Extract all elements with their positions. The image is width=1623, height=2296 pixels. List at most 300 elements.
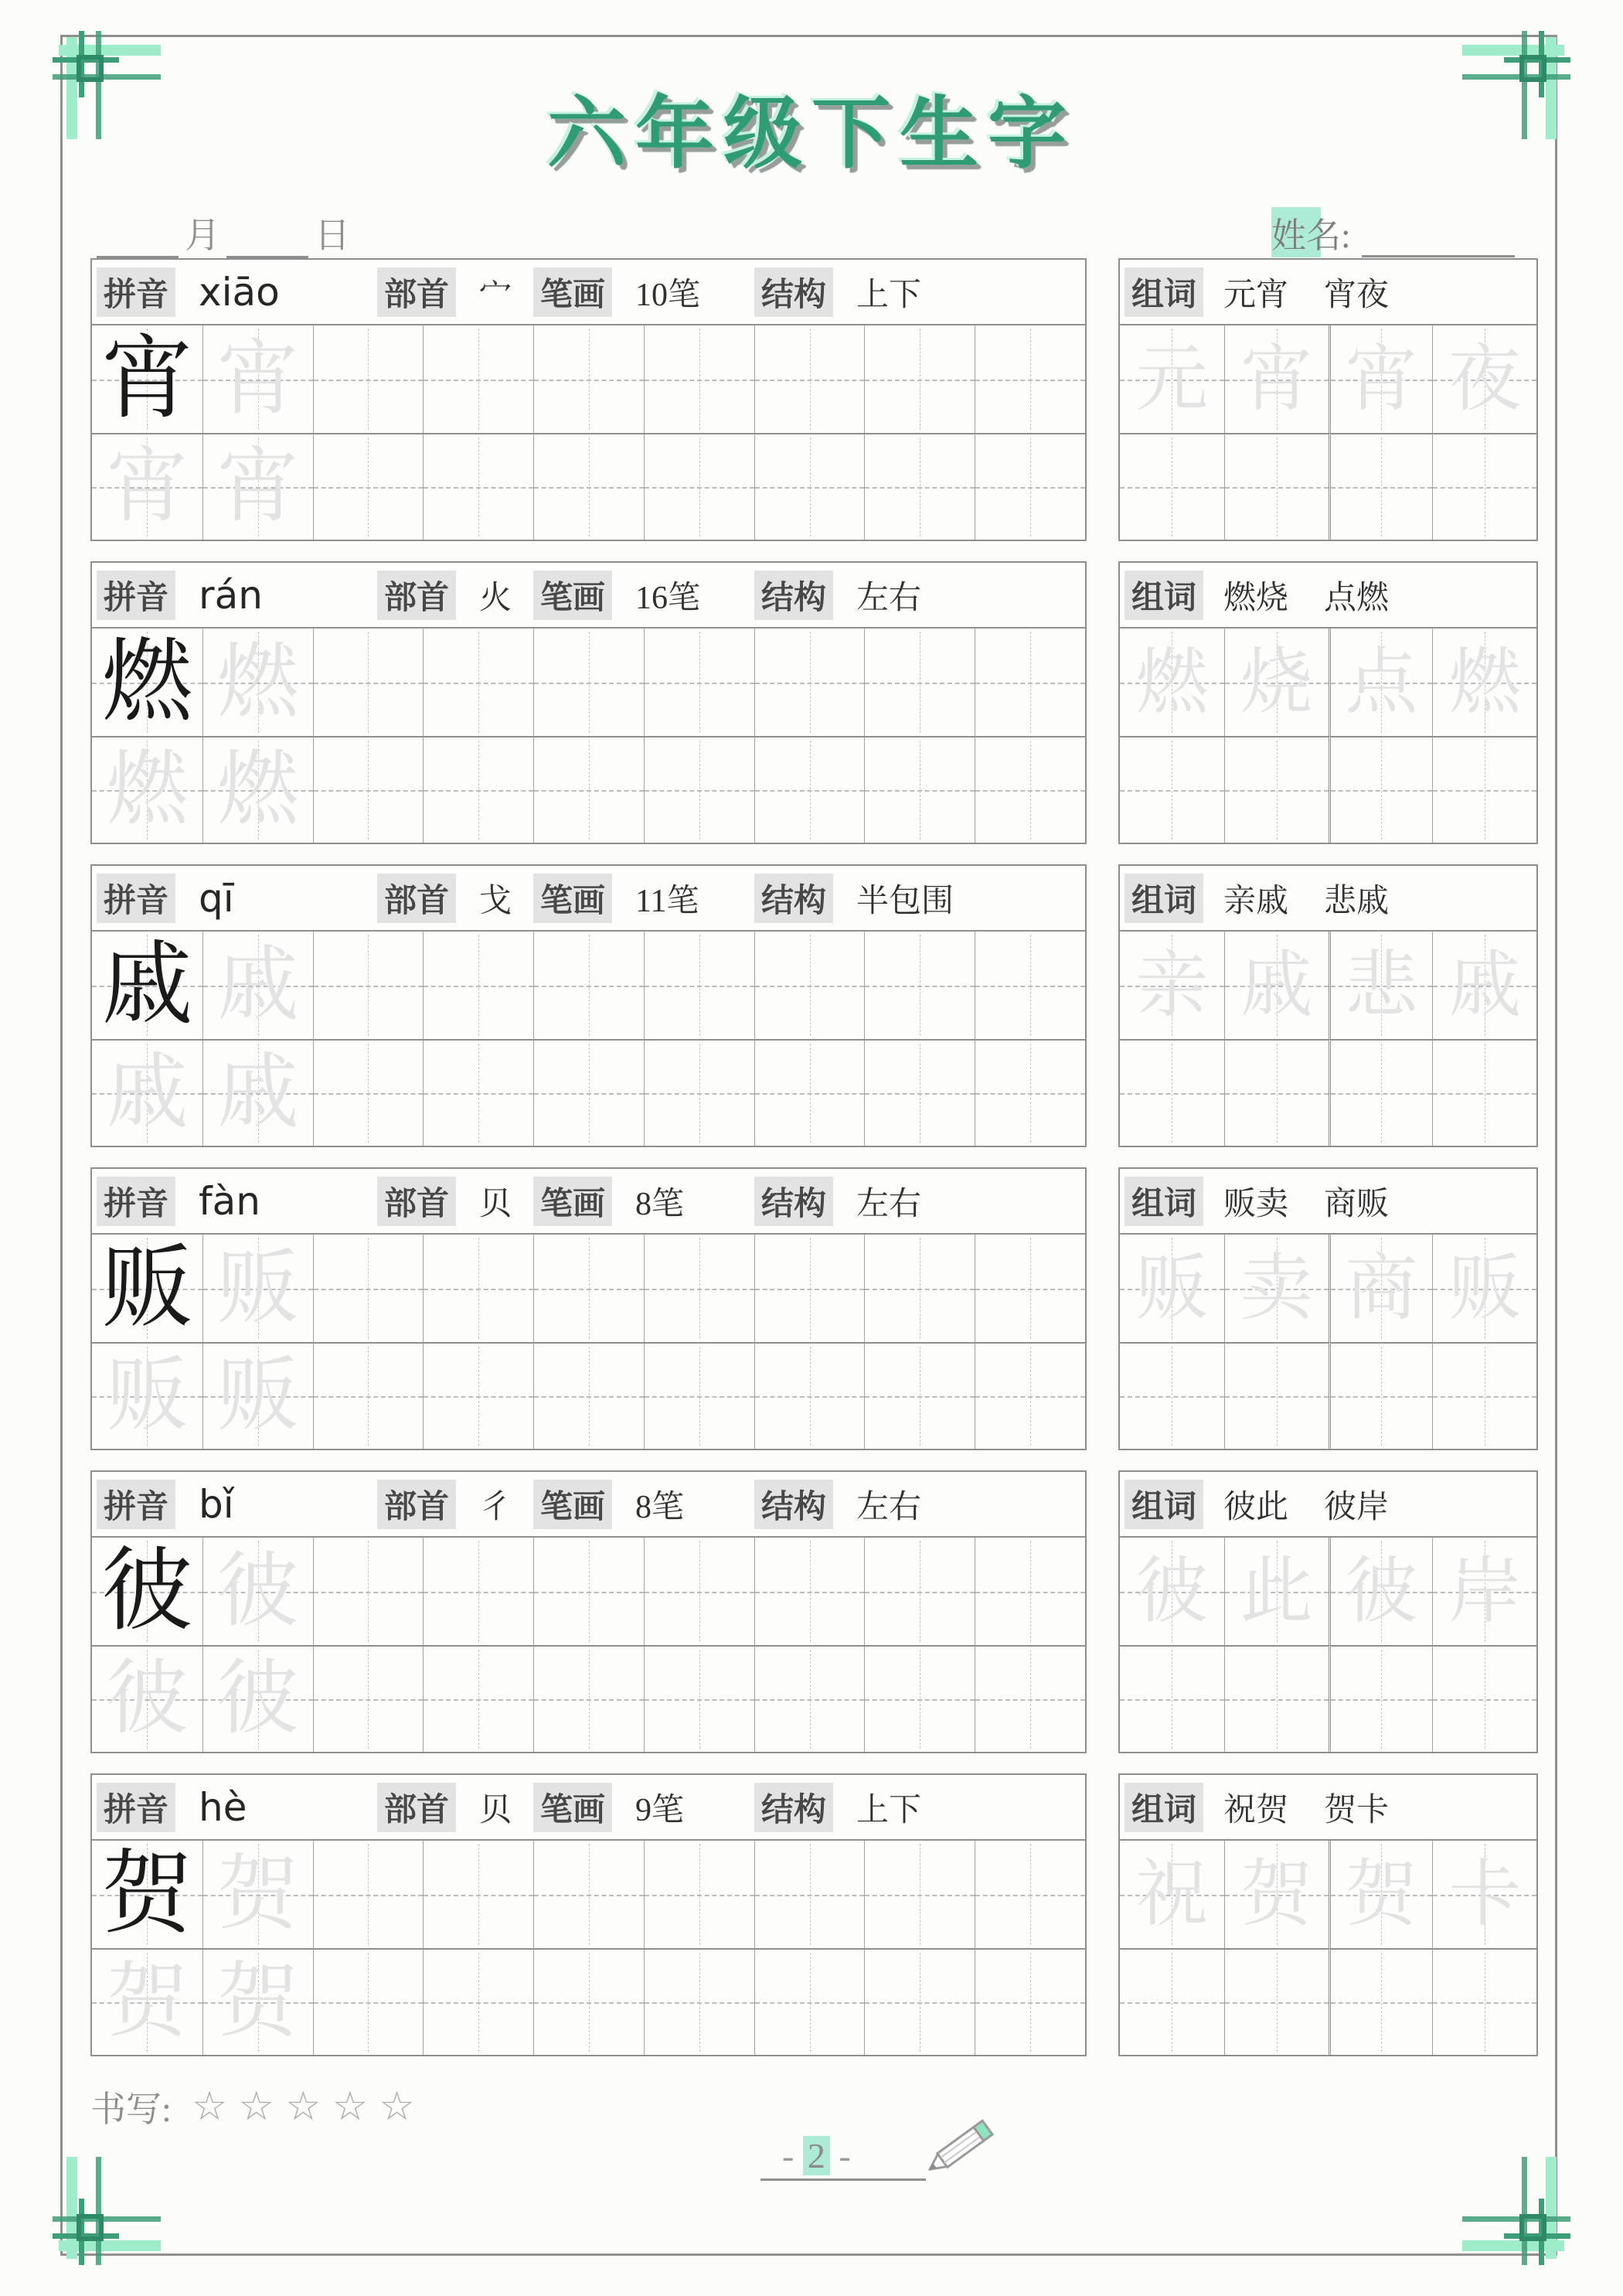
trace-character: 贩 xyxy=(106,1351,189,1441)
practice-cell xyxy=(1224,325,1329,433)
practice-cell xyxy=(1120,1841,1224,1948)
practice-cell xyxy=(1224,736,1329,843)
practice-cell xyxy=(313,1948,424,2055)
practice-cell xyxy=(1432,1342,1536,1449)
practice-cell xyxy=(1224,1645,1329,1752)
practice-cell xyxy=(975,1039,1085,1146)
practice-cell xyxy=(1120,433,1224,540)
practice-cell xyxy=(975,1235,1085,1342)
practice-cell xyxy=(754,629,865,736)
practice-cell xyxy=(313,433,424,540)
practice-cell xyxy=(1120,736,1224,843)
trace-character: 贩 xyxy=(1448,1248,1522,1329)
practice-cell xyxy=(1329,1538,1433,1645)
name-blank-line xyxy=(1362,218,1515,257)
trace-character: 贩 xyxy=(1135,1248,1209,1329)
practice-cell xyxy=(1329,736,1433,843)
strokes-label: 笔画 xyxy=(533,1177,612,1226)
practice-header xyxy=(92,1472,1085,1536)
practice-cell xyxy=(533,1841,644,1948)
practice-header xyxy=(92,1169,1085,1233)
strokes-label: 笔画 xyxy=(533,571,612,620)
practice-cell xyxy=(1432,1538,1536,1645)
character-block xyxy=(90,1167,1538,1450)
practice-cell xyxy=(92,433,202,540)
practice-cell xyxy=(644,1841,754,1948)
trace-character: 祝 xyxy=(1135,1854,1209,1935)
pinyin-value: rán xyxy=(199,572,263,618)
practice-header xyxy=(92,866,1085,930)
strokes-value: 10笔 xyxy=(635,277,701,313)
word-1: 元宵 xyxy=(1223,277,1289,313)
strokes-label: 笔画 xyxy=(533,874,612,923)
practice-cell xyxy=(644,1039,754,1146)
radical-value: 戈 xyxy=(479,883,512,919)
trace-character: 贺 xyxy=(216,1848,299,1940)
word-1: 祝贺 xyxy=(1223,1792,1289,1828)
radical-value: 彳 xyxy=(479,1489,512,1525)
structure-label: 结构 xyxy=(754,1480,833,1529)
practice-panel xyxy=(90,1470,1087,1753)
trace-character: 燃 xyxy=(216,744,299,835)
trace-character: 燃 xyxy=(1135,642,1209,723)
trace-character: 彼 xyxy=(216,1654,299,1744)
practice-header xyxy=(92,563,1085,627)
trace-character: 燃 xyxy=(216,636,299,727)
radical-label: 部首 xyxy=(377,1783,456,1832)
practice-cell xyxy=(975,1645,1085,1752)
character-block xyxy=(90,1470,1538,1753)
radical-label: 部首 xyxy=(377,1177,456,1226)
practice-cell xyxy=(975,629,1085,736)
strokes-label: 笔画 xyxy=(533,1480,612,1529)
pinyin-label: 拼音 xyxy=(97,1177,175,1226)
practice-cell xyxy=(644,433,754,540)
practice-cell xyxy=(975,1538,1085,1645)
practice-cell xyxy=(533,1039,644,1146)
writing-rating xyxy=(90,2081,426,2132)
practice-cell xyxy=(644,325,754,433)
words-label: 组词 xyxy=(1125,874,1203,923)
practice-cell xyxy=(1329,1342,1433,1449)
day-blank-line xyxy=(226,219,308,258)
practice-cell xyxy=(202,1235,313,1342)
word-2: 商贩 xyxy=(1324,1186,1390,1222)
practice-panel xyxy=(90,561,1087,844)
practice-cell xyxy=(533,1948,644,2055)
structure-label: 结构 xyxy=(754,267,833,317)
practice-cell xyxy=(864,1039,975,1146)
character-block xyxy=(90,1773,1538,2056)
trace-character: 宵 xyxy=(1345,339,1418,420)
structure-value: 左右 xyxy=(856,1186,922,1222)
practice-cell xyxy=(864,629,975,736)
strokes-value: 8笔 xyxy=(635,1186,685,1222)
words-label: 组词 xyxy=(1125,1480,1203,1529)
word-1: 亲戚 xyxy=(1223,883,1289,919)
practice-cell xyxy=(754,325,865,433)
trace-character: 彼 xyxy=(101,1540,193,1642)
practice-panel xyxy=(90,1167,1087,1450)
words-panel xyxy=(1118,1773,1538,2056)
trace-character: 夜 xyxy=(1448,339,1522,420)
page-number-underline xyxy=(760,2178,926,2181)
practice-cell xyxy=(92,1039,202,1146)
practice-cell xyxy=(644,1538,754,1645)
trace-character: 贺 xyxy=(106,1957,189,2047)
page-number-prefix: - xyxy=(782,2136,794,2175)
words-header xyxy=(1120,563,1536,627)
practice-cell xyxy=(1329,1039,1433,1146)
practice-cell xyxy=(423,736,533,843)
practice-cell xyxy=(975,932,1085,1039)
practice-cell xyxy=(1224,1039,1329,1146)
practice-cell xyxy=(1120,1039,1224,1146)
word-2: 宵夜 xyxy=(1324,277,1390,313)
practice-cell xyxy=(644,736,754,843)
trace-character: 燃 xyxy=(1448,642,1522,723)
practice-cell xyxy=(1432,1039,1536,1146)
practice-cell xyxy=(1120,1645,1224,1752)
practice-cell xyxy=(313,736,424,843)
radical-value: 贝 xyxy=(479,1792,512,1828)
corner-ornament-icon xyxy=(1459,2154,1575,2270)
practice-cell xyxy=(754,433,865,540)
trace-character: 岸 xyxy=(1448,1551,1522,1632)
date-line xyxy=(90,207,350,258)
practice-grid xyxy=(92,1839,1085,2055)
practice-cell xyxy=(423,1039,533,1146)
practice-cell xyxy=(644,629,754,736)
pinyin-value: qī xyxy=(199,875,234,921)
page-number-suffix: - xyxy=(839,2136,851,2175)
practice-cell xyxy=(313,1039,424,1146)
practice-cell xyxy=(644,1342,754,1449)
practice-cell xyxy=(92,1235,202,1342)
trace-character: 亲 xyxy=(1135,945,1209,1026)
practice-cell xyxy=(864,325,975,433)
practice-cell xyxy=(92,1841,202,1948)
practice-cell xyxy=(644,1948,754,2055)
pinyin-value: xiāo xyxy=(199,269,280,315)
practice-cell xyxy=(1432,433,1536,540)
pinyin-value: hè xyxy=(199,1784,247,1830)
practice-cell xyxy=(423,1342,533,1449)
practice-cell xyxy=(1120,629,1224,736)
practice-cell xyxy=(864,932,975,1039)
practice-cell xyxy=(864,433,975,540)
practice-cell xyxy=(1432,932,1536,1039)
practice-cell xyxy=(423,433,533,540)
practice-cell xyxy=(313,1841,424,1948)
practice-grid xyxy=(92,1536,1085,1752)
practice-cell xyxy=(1432,1645,1536,1752)
practice-cell xyxy=(202,629,313,736)
trace-character: 戚 xyxy=(106,1048,189,1138)
practice-grid xyxy=(92,627,1085,843)
trace-character: 宵 xyxy=(101,328,193,430)
practice-cell xyxy=(1432,736,1536,843)
practice-cell xyxy=(533,1235,644,1342)
trace-character: 燃 xyxy=(101,631,193,733)
practice-cell xyxy=(1120,325,1224,433)
trace-character: 元 xyxy=(1135,339,1209,420)
pinyin-label: 拼音 xyxy=(97,267,175,317)
practice-cell xyxy=(202,433,313,540)
practice-cell xyxy=(533,932,644,1039)
practice-cell xyxy=(313,932,424,1039)
trace-character: 戚 xyxy=(1240,945,1313,1026)
trace-character: 贩 xyxy=(101,1237,193,1339)
trace-character: 贩 xyxy=(216,1351,299,1441)
practice-cell xyxy=(313,1538,424,1645)
structure-label: 结构 xyxy=(754,874,833,923)
rating-label: 书写: xyxy=(90,2081,172,2132)
practice-cell xyxy=(1329,1948,1433,2055)
practice-cell xyxy=(754,1645,865,1752)
practice-cell xyxy=(1329,1841,1433,1948)
strokes-value: 9笔 xyxy=(635,1792,685,1828)
practice-panel xyxy=(90,1773,1087,2056)
words-label: 组词 xyxy=(1125,267,1203,317)
trace-character: 贺 xyxy=(1345,1854,1418,1935)
practice-cell xyxy=(202,1645,313,1752)
practice-header xyxy=(92,260,1085,324)
practice-cell xyxy=(644,1645,754,1752)
practice-cell xyxy=(1120,1235,1224,1342)
words-grid xyxy=(1120,1839,1536,2055)
structure-label: 结构 xyxy=(754,571,833,620)
practice-cell xyxy=(644,1235,754,1342)
name-label: 姓名: xyxy=(1271,207,1351,257)
practice-cell xyxy=(92,325,202,433)
practice-cell xyxy=(1224,1538,1329,1645)
radical-value: 火 xyxy=(479,580,512,616)
trace-character: 宵 xyxy=(216,441,299,532)
practice-cell xyxy=(1432,1235,1536,1342)
practice-cell xyxy=(864,1342,975,1449)
practice-cell xyxy=(533,1538,644,1645)
practice-cell xyxy=(975,1948,1085,2055)
practice-cell xyxy=(423,1645,533,1752)
practice-cell xyxy=(533,1342,644,1449)
strokes-value: 11笔 xyxy=(635,883,699,919)
practice-cell xyxy=(92,1948,202,2055)
strokes-value: 8笔 xyxy=(635,1489,685,1525)
practice-cell xyxy=(975,736,1085,843)
practice-cell xyxy=(754,1235,865,1342)
trace-character: 彼 xyxy=(1135,1551,1209,1632)
practice-cell xyxy=(864,1538,975,1645)
practice-cell xyxy=(644,932,754,1039)
character-block xyxy=(90,561,1538,844)
practice-cell xyxy=(1224,932,1329,1039)
words-grid xyxy=(1120,324,1536,540)
practice-cell xyxy=(1329,1645,1433,1752)
practice-cell xyxy=(754,1342,865,1449)
strokes-label: 笔画 xyxy=(533,267,612,317)
practice-cell xyxy=(975,433,1085,540)
practice-cell xyxy=(1120,1342,1224,1449)
practice-cell xyxy=(975,1841,1085,1948)
practice-cell xyxy=(533,736,644,843)
month-blank-line xyxy=(97,219,179,258)
trace-character: 此 xyxy=(1240,1551,1313,1632)
name-line xyxy=(1271,207,1515,257)
practice-grid xyxy=(92,324,1085,540)
practice-cell xyxy=(202,1039,313,1146)
practice-cell xyxy=(92,629,202,736)
practice-cell xyxy=(313,1342,424,1449)
strokes-label: 笔画 xyxy=(533,1783,612,1832)
practice-cell xyxy=(202,325,313,433)
practice-cell xyxy=(1432,1948,1536,2055)
words-panel xyxy=(1118,1167,1538,1450)
practice-cell xyxy=(202,1538,313,1645)
word-2: 彼岸 xyxy=(1324,1489,1390,1525)
practice-cell xyxy=(754,1039,865,1146)
practice-cell xyxy=(754,1948,865,2055)
practice-cell xyxy=(423,1538,533,1645)
page-number xyxy=(782,2135,851,2176)
practice-cell xyxy=(864,1235,975,1342)
practice-cell xyxy=(533,433,644,540)
trace-character: 烧 xyxy=(1240,642,1313,723)
character-blocks xyxy=(90,258,1538,2076)
words-header xyxy=(1120,866,1536,930)
words-grid xyxy=(1120,930,1536,1146)
word-1: 贩卖 xyxy=(1223,1186,1289,1222)
practice-cell xyxy=(754,1538,865,1645)
words-panel xyxy=(1118,561,1538,844)
words-header xyxy=(1120,1775,1536,1839)
pinyin-label: 拼音 xyxy=(97,571,175,620)
pinyin-label: 拼音 xyxy=(97,874,175,923)
radical-value: 宀 xyxy=(479,277,512,313)
trace-character: 贺 xyxy=(1240,1854,1313,1935)
practice-cell xyxy=(423,932,533,1039)
practice-cell xyxy=(423,1235,533,1342)
practice-cell xyxy=(92,736,202,843)
word-1: 燃烧 xyxy=(1223,580,1289,616)
structure-value: 半包围 xyxy=(856,883,954,919)
page-title: 六年级下生字 xyxy=(547,91,1076,179)
words-label: 组词 xyxy=(1125,571,1203,620)
practice-cell xyxy=(1224,1235,1329,1342)
pinyin-value: fàn xyxy=(199,1178,260,1224)
trace-character: 贩 xyxy=(216,1242,299,1334)
practice-cell xyxy=(1120,932,1224,1039)
practice-cell xyxy=(92,1342,202,1449)
character-block xyxy=(90,864,1538,1147)
trace-character: 彼 xyxy=(1345,1551,1418,1632)
words-header xyxy=(1120,260,1536,324)
practice-cell xyxy=(202,932,313,1039)
structure-value: 上下 xyxy=(856,277,922,313)
structure-value: 左右 xyxy=(856,1489,922,1525)
trace-character: 悲 xyxy=(1345,945,1418,1026)
trace-character: 戚 xyxy=(1448,945,1522,1026)
trace-character: 彼 xyxy=(106,1654,189,1744)
trace-character: 卖 xyxy=(1240,1248,1313,1329)
trace-character: 燃 xyxy=(106,744,189,835)
corner-ornament-icon xyxy=(48,2154,164,2270)
trace-character: 戚 xyxy=(101,934,193,1036)
practice-cell xyxy=(313,1235,424,1342)
day-label: 日 xyxy=(315,216,350,255)
trace-character: 宵 xyxy=(106,441,189,532)
practice-cell xyxy=(533,325,644,433)
practice-cell xyxy=(1224,1841,1329,1948)
pinyin-label: 拼音 xyxy=(97,1480,175,1529)
practice-cell xyxy=(313,629,424,736)
trace-character: 戚 xyxy=(216,1048,299,1138)
trace-character: 商 xyxy=(1345,1248,1418,1329)
words-panel xyxy=(1118,1470,1538,1753)
practice-cell xyxy=(92,1538,202,1645)
practice-cell xyxy=(423,629,533,736)
practice-cell xyxy=(313,1645,424,1752)
practice-cell xyxy=(754,736,865,843)
words-panel xyxy=(1118,864,1538,1147)
trace-character: 宵 xyxy=(1240,339,1313,420)
words-label: 组词 xyxy=(1125,1783,1203,1832)
rating-stars: ☆☆☆☆☆ xyxy=(191,2085,426,2129)
radical-label: 部首 xyxy=(377,267,456,317)
practice-cell xyxy=(1329,629,1433,736)
practice-header xyxy=(92,1775,1085,1839)
practice-cell xyxy=(1120,1538,1224,1645)
word-2: 悲戚 xyxy=(1324,883,1390,919)
practice-cell xyxy=(864,1841,975,1948)
practice-cell xyxy=(1432,325,1536,433)
practice-cell xyxy=(423,1948,533,2055)
practice-cell xyxy=(864,1645,975,1752)
pinyin-label: 拼音 xyxy=(97,1783,175,1832)
practice-cell xyxy=(202,1342,313,1449)
practice-cell xyxy=(1329,433,1433,540)
practice-cell xyxy=(1224,433,1329,540)
practice-cell xyxy=(1224,1948,1329,2055)
practice-cell xyxy=(202,736,313,843)
strokes-value: 16笔 xyxy=(635,580,701,616)
trace-character: 彼 xyxy=(216,1545,299,1637)
practice-cell xyxy=(423,325,533,433)
practice-cell xyxy=(1329,325,1433,433)
words-header xyxy=(1120,1472,1536,1536)
words-panel xyxy=(1118,258,1538,541)
trace-character: 宵 xyxy=(216,333,299,424)
practice-cell xyxy=(1329,932,1433,1039)
page-number-value: 2 xyxy=(803,2136,830,2175)
radical-label: 部首 xyxy=(377,874,456,923)
word-1: 彼此 xyxy=(1223,1489,1289,1525)
practice-cell xyxy=(423,1841,533,1948)
practice-cell xyxy=(313,325,424,433)
practice-panel xyxy=(90,258,1087,541)
practice-cell xyxy=(754,1841,865,1948)
radical-label: 部首 xyxy=(377,1480,456,1529)
trace-character: 贺 xyxy=(216,1957,299,2047)
practice-cell xyxy=(1432,629,1536,736)
character-block xyxy=(90,258,1538,541)
practice-grid xyxy=(92,1233,1085,1449)
practice-cell xyxy=(864,1948,975,2055)
month-label: 月 xyxy=(185,216,220,255)
practice-cell xyxy=(92,932,202,1039)
practice-cell xyxy=(1120,1948,1224,2055)
practice-cell xyxy=(1224,1342,1329,1449)
